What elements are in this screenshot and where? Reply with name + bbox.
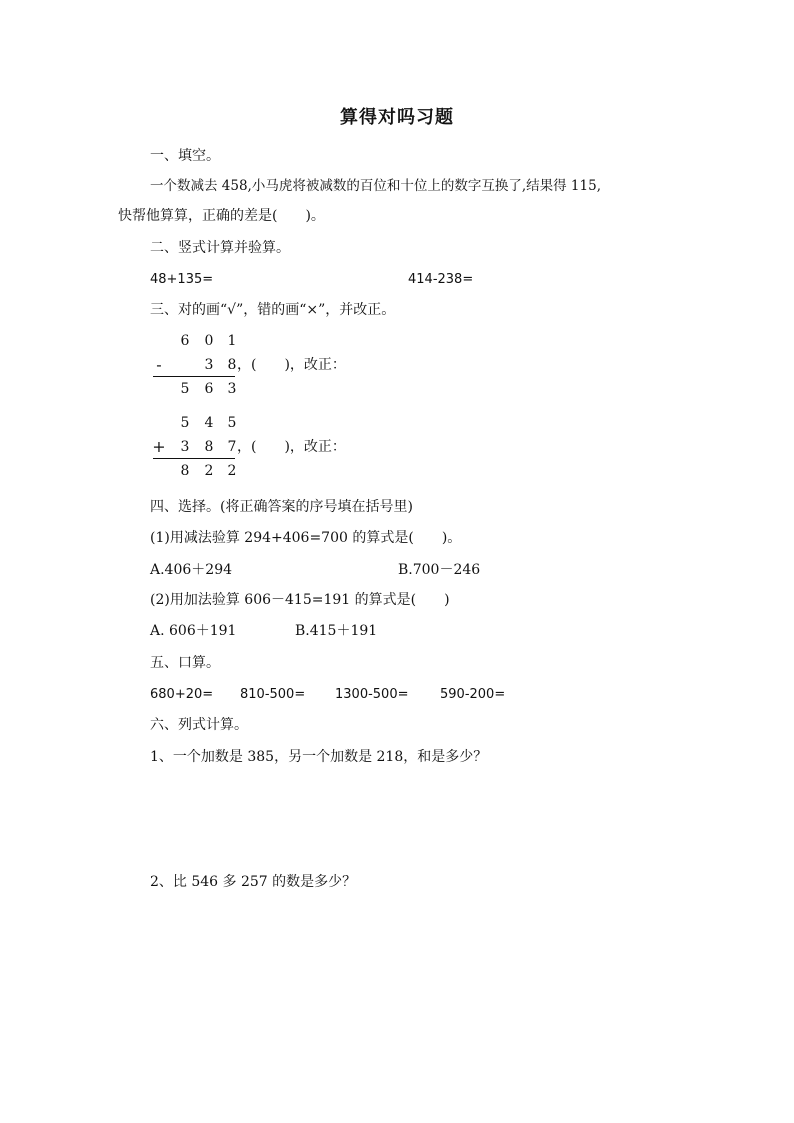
calc1-result-digit: 5 (180, 381, 190, 397)
calc1-top-digit: 1 (227, 333, 237, 349)
section-4-q2-option-a: A. 606＋191 (150, 623, 237, 639)
calc2-top-digit: 4 (204, 415, 214, 431)
section-4-question-2: (2)用加法验算 606－415=191 的算式是( ) (150, 592, 450, 608)
section-2-expr-1: 48+135= (150, 272, 214, 287)
section-1-line-1: 一个数减去 458,小马虎将被减数的百位和十位上的数字互换了,结果得 115, (150, 178, 601, 194)
calc2-underline (153, 458, 235, 459)
calc2-bottom-digit: 3 (180, 439, 190, 455)
section-4-question-1: (1)用减法验算 294+406=700 的算式是( )。 (150, 530, 462, 546)
section-1-line-2: 快帮他算算，正确的差是( )。 (118, 208, 325, 224)
section-4-heading: 四、选择。(将正确答案的序号填在括号里) (150, 499, 413, 515)
section-5-heading: 五、口算。 (150, 655, 220, 671)
calc1-judge-and-fix: ，( )，改正： (237, 357, 346, 373)
section-4-q1-option-a: A.406＋294 (150, 562, 233, 578)
calc1-result-digit: 3 (227, 381, 237, 397)
section-4-q2-option-b: B.415＋191 (295, 623, 378, 639)
section-2-expr-2: 414-238= (408, 272, 474, 287)
calc2-bottom-digit: 7 (227, 439, 237, 455)
calc2-operator: + (152, 437, 166, 456)
oral-calc-item: 680+20= (150, 687, 214, 702)
calc1-top-digit: 6 (180, 333, 190, 349)
calc2-judge-and-fix: ，( )，改正： (237, 439, 346, 455)
calc2-top-digit: 5 (227, 415, 237, 431)
section-6-heading: 六、列式计算。 (150, 717, 248, 733)
oral-calc-item: 810-500= (240, 687, 306, 702)
section-6-question-2: 2、比 546 多 257 的数是多少？ (150, 874, 357, 890)
calc1-result-digit: 6 (204, 381, 214, 397)
oral-calc-item: 590-200= (440, 687, 506, 702)
calc2-result-digit: 2 (204, 463, 214, 479)
calc2-result-digit: 8 (180, 463, 190, 479)
calc1-top-digit: 0 (204, 333, 214, 349)
section-1-heading: 一、填空。 (150, 148, 220, 164)
calc2-top-digit: 5 (180, 415, 190, 431)
page-title: 算得对吗习题 (340, 107, 454, 128)
section-2-heading: 二、竖式计算并验算。 (150, 240, 290, 256)
calc2-bottom-digit: 8 (204, 439, 214, 455)
section-3-heading: 三、对的画“√”，错的画“×”，并改正。 (150, 302, 396, 318)
oral-calc-item: 1300-500= (335, 687, 409, 702)
section-6-question-1: 1、一个加数是 385，另一个加数是 218，和是多少？ (150, 749, 488, 765)
calc1-underline (153, 376, 235, 377)
section-4-q1-option-b: B.700－246 (398, 562, 481, 578)
calc2-result-digit: 2 (227, 463, 237, 479)
calc1-bottom-digit: 8 (227, 357, 237, 373)
calc1-bottom-digit: 3 (204, 357, 214, 373)
calc1-operator: - (156, 355, 162, 374)
